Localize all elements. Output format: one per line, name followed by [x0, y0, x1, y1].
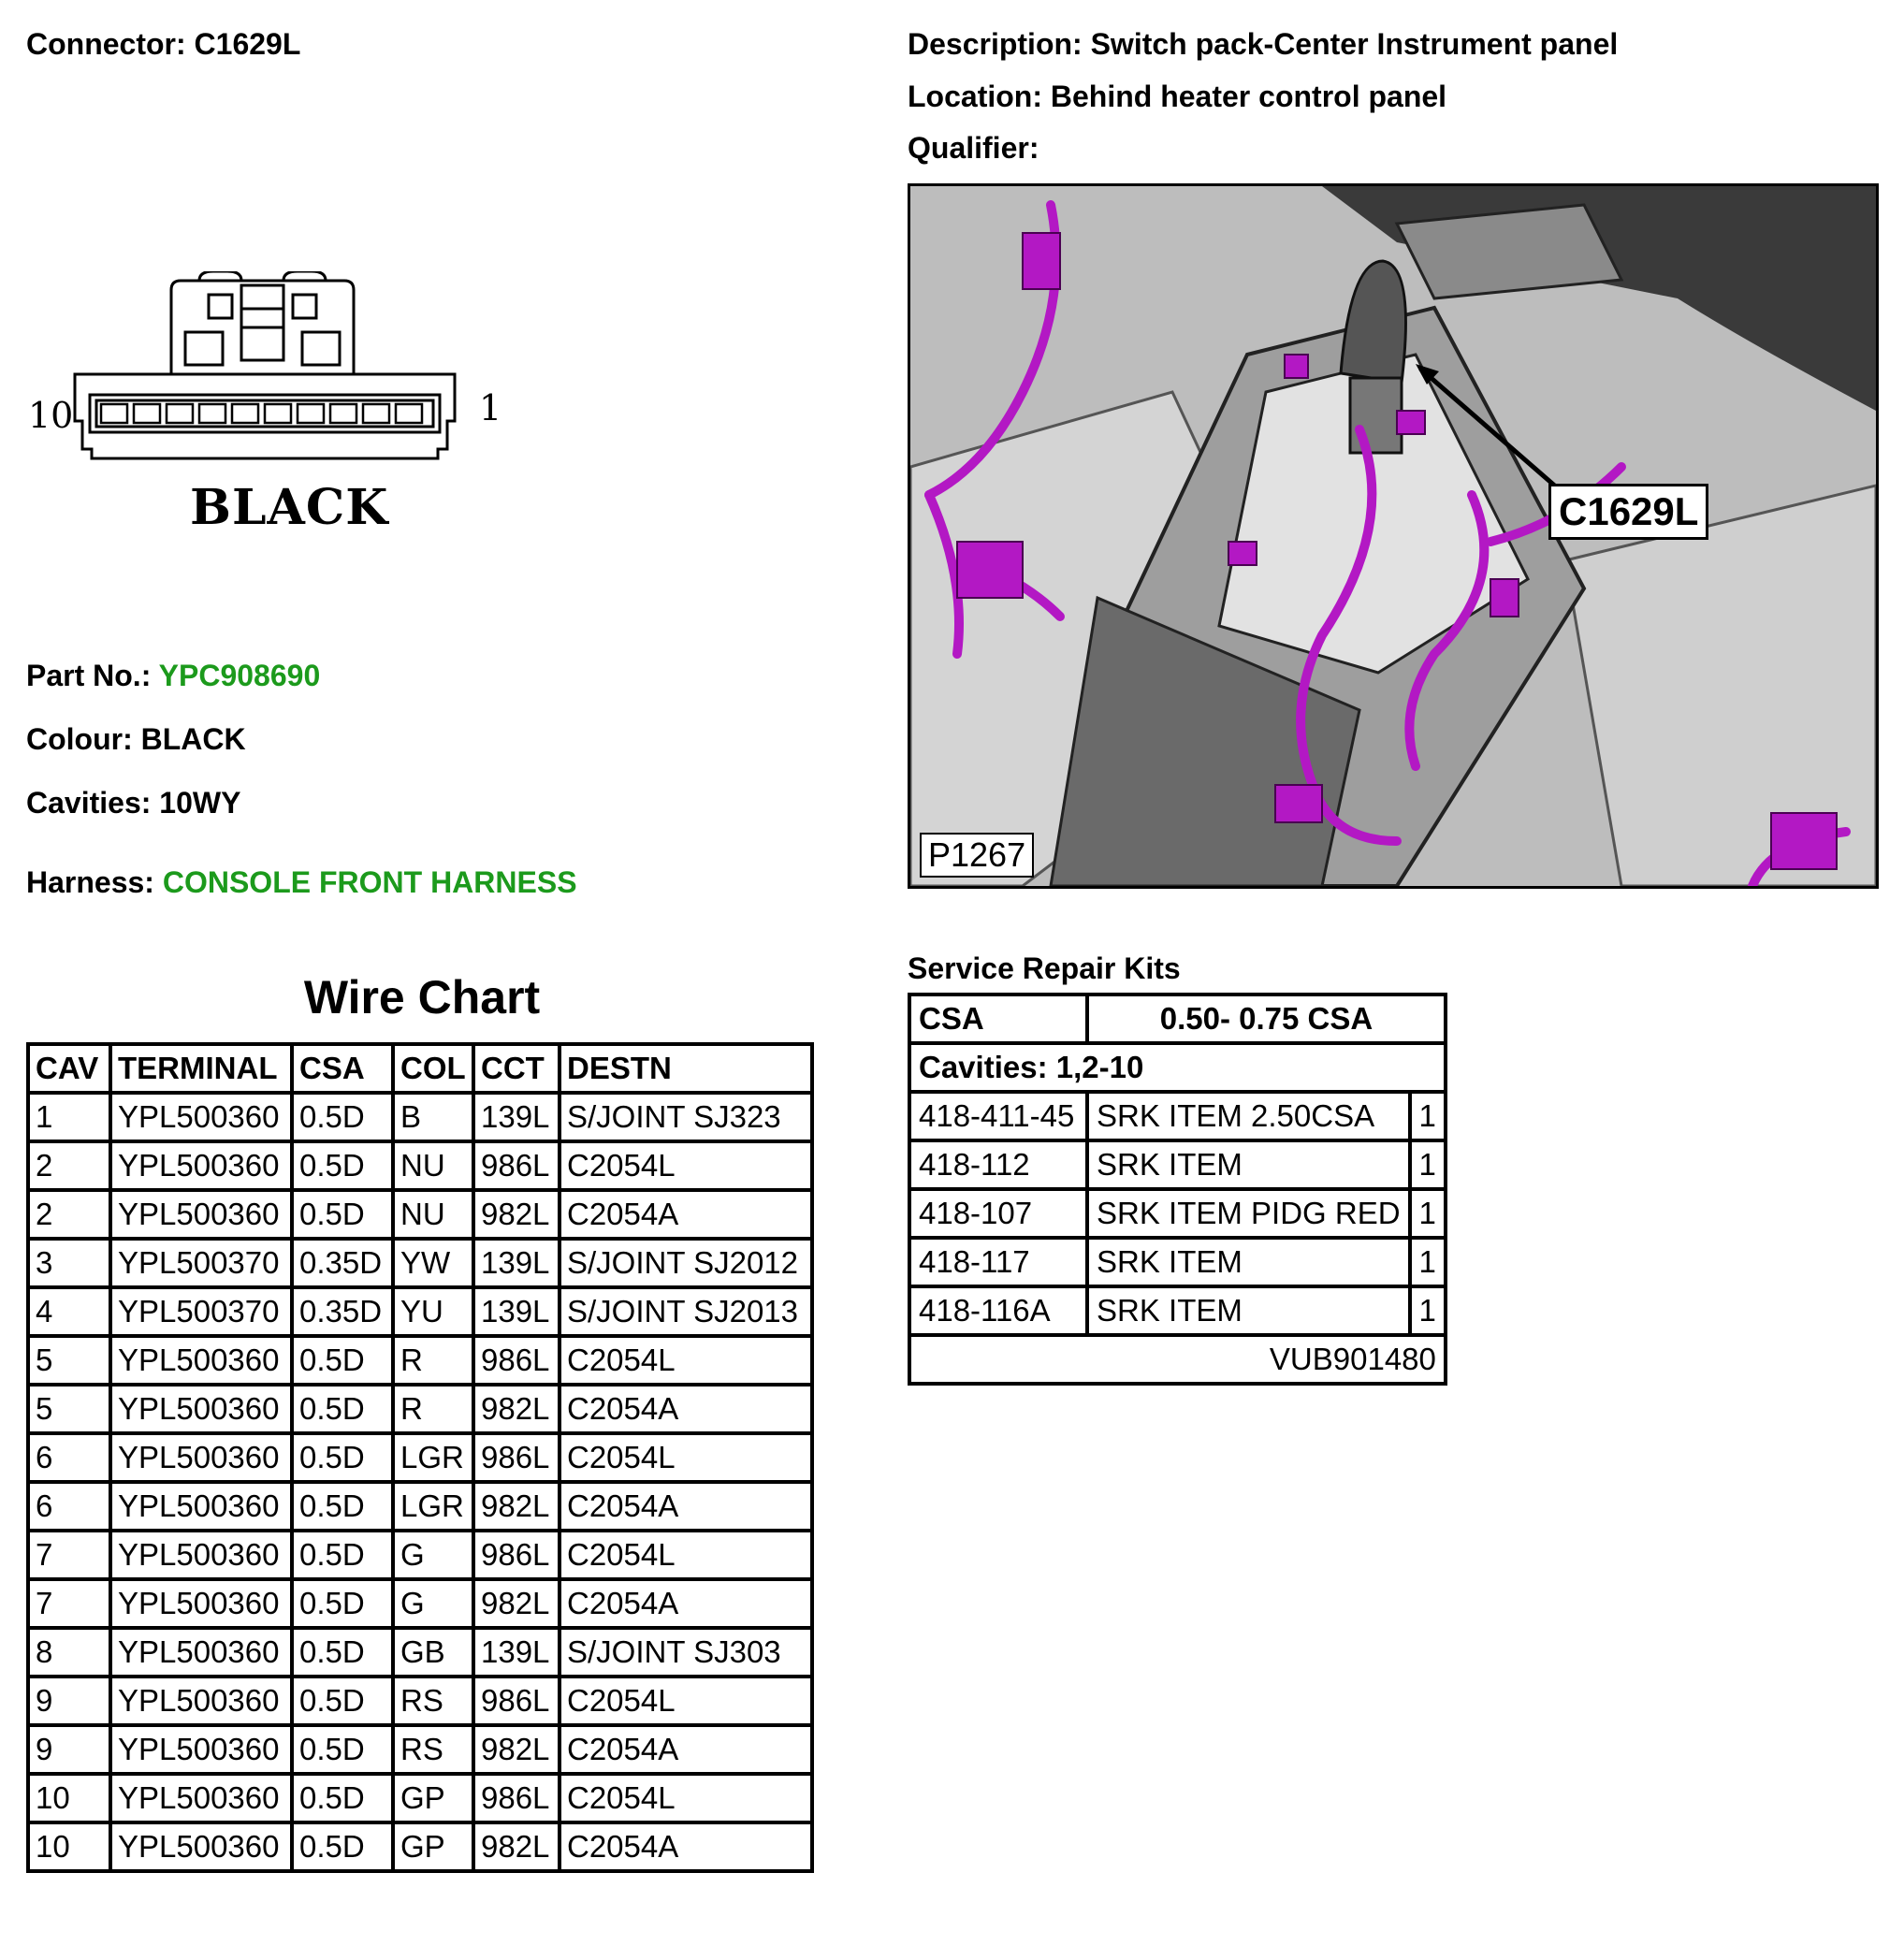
wire-cell-csa: 0.5D	[292, 1141, 393, 1190]
wire-cell-csa: 0.5D	[292, 1531, 393, 1579]
col-header-csa: CSA	[292, 1044, 393, 1093]
srk-item-code: 418-112	[909, 1140, 1087, 1189]
wire-cell-cav: 5	[28, 1336, 110, 1385]
wire-cell-cct: 982L	[473, 1579, 560, 1628]
harness-line	[26, 864, 577, 900]
harness-link[interactable]: CONSOLE FRONT HARNESS	[162, 865, 577, 899]
srk-item-row	[909, 1238, 1446, 1286]
srk-item-row	[909, 1286, 1446, 1335]
wire-cell-col: G	[393, 1531, 473, 1579]
wire-cell-col: YW	[393, 1239, 473, 1287]
wire-cell-cav: 7	[28, 1579, 110, 1628]
wire-chart-row	[28, 1677, 812, 1725]
wire-cell-cct: 986L	[473, 1774, 560, 1822]
vehicle-console-illustration	[910, 186, 1876, 886]
wire-cell-col: R	[393, 1336, 473, 1385]
wire-cell-csa: 0.5D	[292, 1628, 393, 1677]
srk-csa-value: 0.50- 0.75 CSA	[1087, 995, 1446, 1043]
wire-cell-cct: 139L	[473, 1239, 560, 1287]
srk-csa-label: CSA	[909, 995, 1087, 1043]
wire-chart-row	[28, 1141, 812, 1190]
wire-cell-col: NU	[393, 1141, 473, 1190]
wire-cell-csa: 0.5D	[292, 1093, 393, 1141]
wire-cell-csa: 0.5D	[292, 1579, 393, 1628]
wire-cell-cct: 986L	[473, 1141, 560, 1190]
wire-cell-destn: C2054A	[560, 1482, 812, 1531]
location-value: Behind heater control panel	[1050, 80, 1447, 113]
wire-cell-csa: 0.5D	[292, 1677, 393, 1725]
wire-cell-cct: 986L	[473, 1677, 560, 1725]
col-header-destn: DESTN	[560, 1044, 812, 1093]
cavities-value: 10WY	[159, 786, 241, 820]
connector-colour-caption: BLACK	[190, 479, 389, 536]
srk-item-row	[909, 1140, 1446, 1189]
col-header-cav: CAV	[28, 1044, 110, 1093]
wire-cell-terminal: YPL500360	[110, 1482, 292, 1531]
srk-cavities-text: Cavities: 1,2-10	[909, 1043, 1446, 1092]
wire-cell-destn: C2054L	[560, 1336, 812, 1385]
srk-title: Service Repair Kits	[908, 951, 1181, 985]
connector-label: Connector:	[26, 27, 186, 61]
wire-cell-terminal: YPL500360	[110, 1774, 292, 1822]
wire-cell-destn: C2054L	[560, 1774, 812, 1822]
wire-cell-cav: 1	[28, 1093, 110, 1141]
wire-cell-col: RS	[393, 1677, 473, 1725]
srk-item-code: 418-107	[909, 1189, 1087, 1238]
srk-item-desc: SRK ITEM	[1087, 1140, 1410, 1189]
wire-cell-cav: 4	[28, 1287, 110, 1336]
wire-cell-destn: C2054L	[560, 1141, 812, 1190]
srk-item-row	[909, 1092, 1446, 1140]
wire-cell-csa: 0.5D	[292, 1822, 393, 1871]
srk-footer-code: VUB901480	[909, 1335, 1446, 1384]
wire-cell-terminal: YPL500360	[110, 1677, 292, 1725]
wire-cell-cav: 9	[28, 1725, 110, 1774]
wire-cell-terminal: YPL500370	[110, 1287, 292, 1336]
wire-cell-cct: 139L	[473, 1628, 560, 1677]
wire-cell-terminal: YPL500360	[110, 1433, 292, 1482]
pin-10-label: 10	[28, 395, 74, 436]
wire-cell-destn: C2054L	[560, 1677, 812, 1725]
srk-csa-row	[909, 995, 1446, 1043]
wire-cell-destn: C2054A	[560, 1822, 812, 1871]
qualifier-label: Qualifier:	[908, 131, 1039, 165]
wire-cell-cav: 10	[28, 1822, 110, 1871]
wire-cell-cav: 6	[28, 1433, 110, 1482]
wire-chart-title: Wire Chart	[303, 971, 541, 1024]
wire-cell-col: YU	[393, 1287, 473, 1336]
photo-reference-label: P1267	[920, 833, 1034, 878]
description-label: Description:	[908, 27, 1083, 61]
wire-chart-row	[28, 1482, 812, 1531]
wire-cell-terminal: YPL500360	[110, 1141, 292, 1190]
wire-chart-row	[28, 1385, 812, 1433]
wire-chart-row	[28, 1774, 812, 1822]
wire-cell-terminal: YPL500360	[110, 1190, 292, 1239]
wire-chart-row	[28, 1287, 812, 1336]
wire-chart-row	[28, 1336, 812, 1385]
wire-cell-cct: 139L	[473, 1287, 560, 1336]
wire-cell-terminal: YPL500360	[110, 1579, 292, 1628]
wire-cell-terminal: YPL500360	[110, 1822, 292, 1871]
cavities-label: Cavities:	[26, 786, 152, 820]
description-line	[908, 26, 1618, 62]
wire-cell-destn: C2054L	[560, 1433, 812, 1482]
wire-cell-col: G	[393, 1579, 473, 1628]
wire-chart-row	[28, 1725, 812, 1774]
srk-item-desc: SRK ITEM PIDG RED	[1087, 1189, 1410, 1238]
wire-cell-terminal: YPL500360	[110, 1531, 292, 1579]
wire-cell-cav: 10	[28, 1774, 110, 1822]
srk-item-qty: 1	[1410, 1140, 1446, 1189]
wire-chart-table	[26, 1042, 814, 1873]
wire-chart-row	[28, 1433, 812, 1482]
wire-cell-cct: 982L	[473, 1482, 560, 1531]
wire-cell-destn: C2054A	[560, 1385, 812, 1433]
harness-label: Harness:	[26, 865, 154, 899]
wire-cell-csa: 0.5D	[292, 1482, 393, 1531]
wire-cell-destn: C2054L	[560, 1531, 812, 1579]
wire-chart-header-row	[28, 1044, 812, 1093]
wire-cell-cct: 139L	[473, 1093, 560, 1141]
wire-cell-col: GB	[393, 1628, 473, 1677]
part-no-link[interactable]: YPC908690	[158, 659, 321, 692]
wire-cell-cav: 8	[28, 1628, 110, 1677]
srk-item-qty: 1	[1410, 1238, 1446, 1286]
wire-cell-col: LGR	[393, 1433, 473, 1482]
connector-heading	[26, 26, 300, 62]
wire-cell-col: GP	[393, 1774, 473, 1822]
wire-cell-csa: 0.5D	[292, 1725, 393, 1774]
qualifier-line	[908, 130, 1039, 166]
wire-cell-cct: 982L	[473, 1385, 560, 1433]
cavities-line	[26, 785, 240, 820]
wire-cell-cav: 2	[28, 1190, 110, 1239]
wire-cell-csa: 0.5D	[292, 1190, 393, 1239]
pin-1-label: 1	[479, 387, 502, 428]
wire-cell-cct: 986L	[473, 1433, 560, 1482]
wire-chart-row	[28, 1628, 812, 1677]
wire-cell-destn: S/JOINT SJ303	[560, 1628, 812, 1677]
connector-callout-label: C1629L	[1548, 484, 1708, 540]
srk-item-qty: 1	[1410, 1092, 1446, 1140]
srk-item-desc: SRK ITEM 2.50CSA	[1087, 1092, 1410, 1140]
wire-cell-destn: S/JOINT SJ2013	[560, 1287, 812, 1336]
location-line	[908, 79, 1446, 114]
wire-cell-col: NU	[393, 1190, 473, 1239]
wire-cell-col: GP	[393, 1822, 473, 1871]
wire-chart-body	[28, 1093, 812, 1871]
wire-cell-terminal: YPL500360	[110, 1725, 292, 1774]
wire-cell-cct: 986L	[473, 1531, 560, 1579]
colour-line	[26, 721, 246, 757]
wire-chart-row	[28, 1190, 812, 1239]
wire-cell-csa: 0.5D	[292, 1774, 393, 1822]
wire-cell-col: RS	[393, 1725, 473, 1774]
wire-chart-row	[28, 1093, 812, 1141]
wire-cell-cav: 6	[28, 1482, 110, 1531]
srk-footer-row	[909, 1335, 1446, 1384]
srk-item-code: 418-117	[909, 1238, 1087, 1286]
wire-cell-cct: 986L	[473, 1336, 560, 1385]
wire-cell-cav: 3	[28, 1239, 110, 1287]
col-header-cct: CCT	[473, 1044, 560, 1093]
wire-cell-destn: S/JOINT SJ2012	[560, 1239, 812, 1287]
wire-cell-cav: 2	[28, 1141, 110, 1190]
description-value: Switch pack-Center Instrument panel	[1090, 27, 1619, 61]
wire-cell-cav: 5	[28, 1385, 110, 1433]
wire-cell-cav: 7	[28, 1531, 110, 1579]
srk-table	[908, 993, 1447, 1386]
wire-cell-col: R	[393, 1385, 473, 1433]
colour-value: BLACK	[140, 722, 246, 756]
wire-cell-csa: 0.5D	[292, 1385, 393, 1433]
wire-cell-terminal: YPL500360	[110, 1385, 292, 1433]
location-label: Location:	[908, 80, 1042, 113]
srk-item-row	[909, 1189, 1446, 1238]
srk-item-desc: SRK ITEM	[1087, 1238, 1410, 1286]
wire-cell-destn: C2054A	[560, 1579, 812, 1628]
wire-chart-row	[28, 1579, 812, 1628]
wire-cell-csa: 0.5D	[292, 1336, 393, 1385]
wire-chart-row	[28, 1531, 812, 1579]
wire-cell-terminal: YPL500370	[110, 1239, 292, 1287]
wire-cell-terminal: YPL500360	[110, 1093, 292, 1141]
wire-cell-csa: 0.35D	[292, 1239, 393, 1287]
wire-cell-destn: C2054A	[560, 1190, 812, 1239]
wire-cell-cct: 982L	[473, 1822, 560, 1871]
wire-cell-cct: 982L	[473, 1725, 560, 1774]
wire-cell-col: LGR	[393, 1482, 473, 1531]
wire-cell-destn: S/JOINT SJ323	[560, 1093, 812, 1141]
srk-cavities-row	[909, 1043, 1446, 1092]
wire-chart-row	[28, 1239, 812, 1287]
srk-item-qty: 1	[1410, 1189, 1446, 1238]
wire-cell-terminal: YPL500360	[110, 1336, 292, 1385]
col-header-terminal: TERMINAL	[110, 1044, 292, 1093]
wire-cell-destn: C2054A	[560, 1725, 812, 1774]
connector-value: C1629L	[194, 27, 301, 61]
connector-face-diagram	[26, 271, 513, 552]
part-no-label: Part No.:	[26, 659, 152, 692]
wire-cell-csa: 0.35D	[292, 1287, 393, 1336]
wire-cell-col: B	[393, 1093, 473, 1141]
wire-chart-row	[28, 1822, 812, 1871]
srk-item-code: 418-411-45	[909, 1092, 1087, 1140]
srk-item-qty: 1	[1410, 1286, 1446, 1335]
col-header-col: COL	[393, 1044, 473, 1093]
colour-label: Colour:	[26, 722, 133, 756]
part-no-line	[26, 658, 320, 693]
srk-item-desc: SRK ITEM	[1087, 1286, 1410, 1335]
wire-cell-terminal: YPL500360	[110, 1628, 292, 1677]
wire-cell-cct: 982L	[473, 1190, 560, 1239]
wire-cell-csa: 0.5D	[292, 1433, 393, 1482]
wire-cell-cav: 9	[28, 1677, 110, 1725]
srk-item-code: 418-116A	[909, 1286, 1087, 1335]
connector-location-photo	[908, 183, 1879, 889]
